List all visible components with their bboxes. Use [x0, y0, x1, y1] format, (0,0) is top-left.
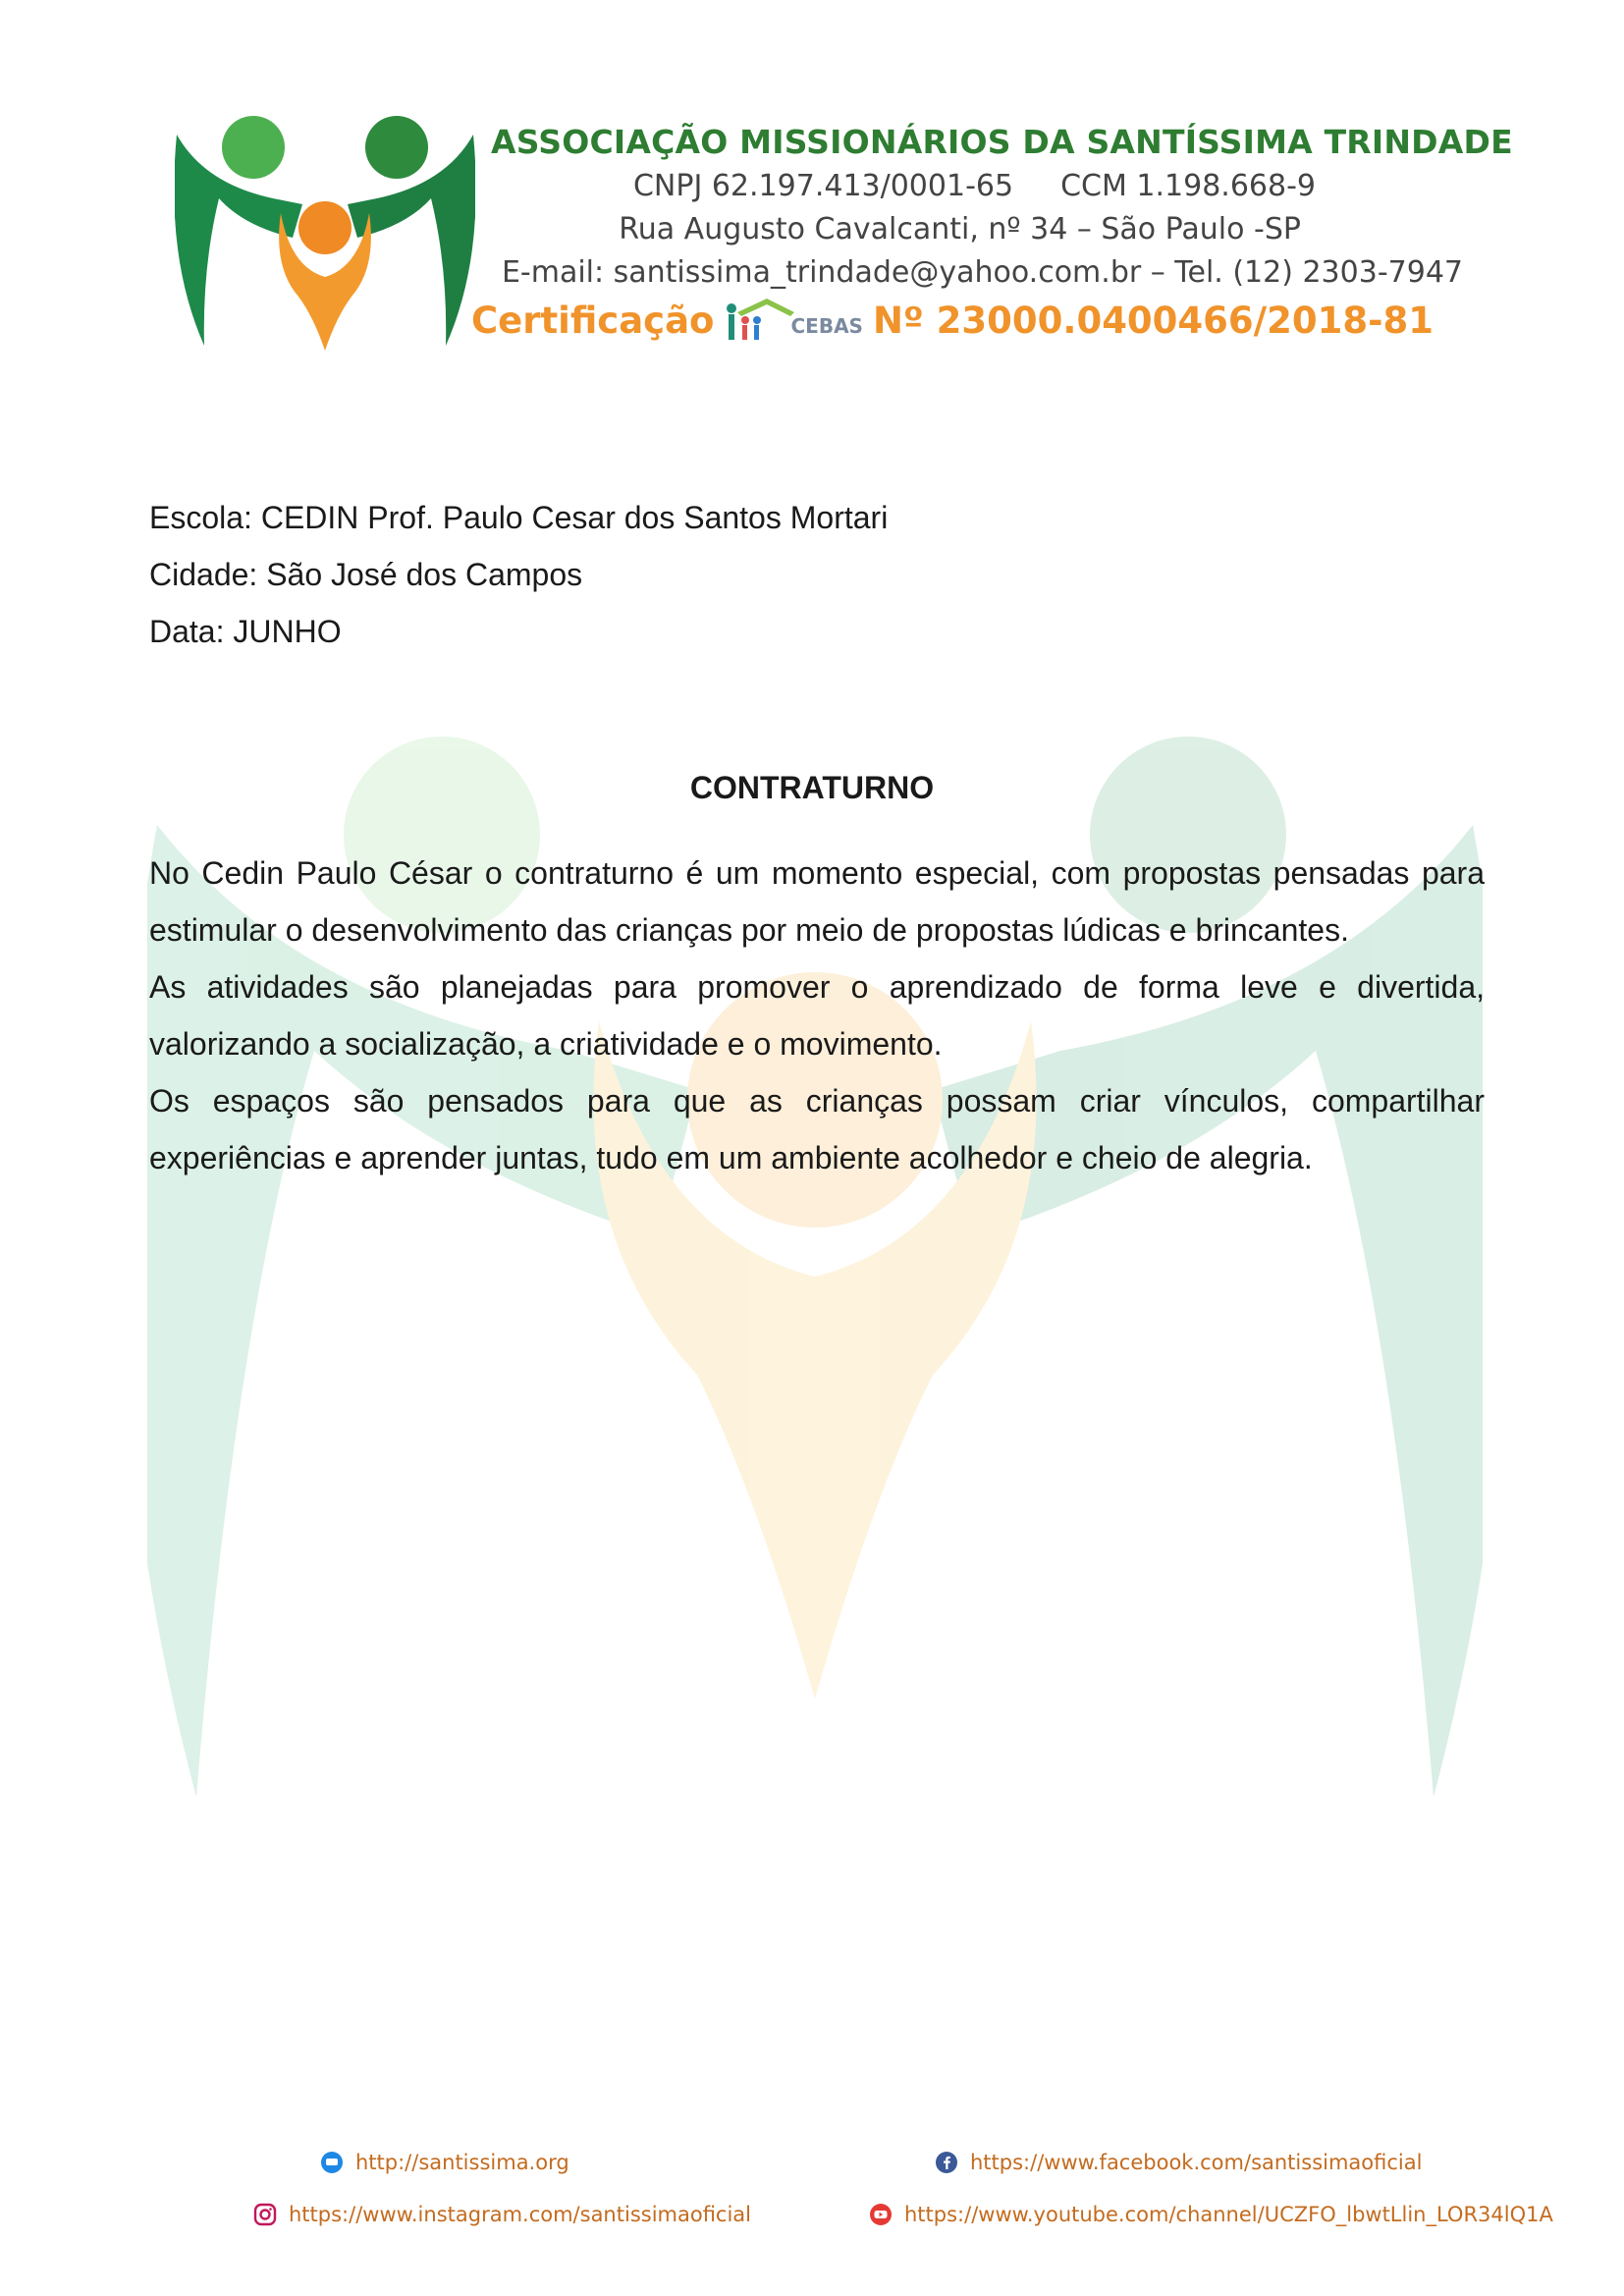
school-line: Escola: CEDIN Prof. Paulo Cesar dos Santos Mortari	[149, 500, 889, 535]
body-text	[149, 845, 1485, 1186]
certification-number: Nº 23000.0400466/2018-81	[872, 299, 1434, 342]
contact-line: E-mail: santissima_trindade@yahoo.com.br – Tel. (12) 2303-7947	[501, 255, 1463, 290]
youtube-icon	[869, 2203, 893, 2226]
cebas-icon	[724, 299, 794, 342]
city-line: Cidade: São José dos Campos	[149, 557, 583, 592]
paragraph: As atividades são planejadas para promover o aprendizado de forma leve e divertida, valorizando a socialização, a criatividade e o movimento.	[149, 969, 1485, 1062]
instagram-url: https://www.instagram.com/santissimaoficial	[289, 2203, 752, 2226]
cnpj-number: CNPJ 62.197.413/0001-65	[632, 169, 1014, 203]
ccm-number: CCM 1.198.668-9	[1060, 169, 1316, 203]
globe-chat-icon	[320, 2151, 344, 2174]
instagram-icon	[253, 2203, 277, 2226]
association-logo	[175, 110, 475, 357]
paragraph: Os espaços são pensados para que as crianças possam criar vínculos, compartilhar experiências e aprender juntas, tudo em um ambiente acolhedor e cheio de alegria.	[149, 1083, 1485, 1175]
paragraph: No Cedin Paulo César o contraturno é um momento especial, com propostas pensadas para estimular o desenvolvimento das crianças por meio de propostas lúdicas e brincantes.	[149, 855, 1485, 948]
school-info	[149, 489, 888, 660]
footer-youtube-link[interactable]	[869, 2203, 1553, 2226]
youtube-url: https://www.youtube.com/channel/UCZFO_lbwtLlin_LOR34lQ1A	[904, 2203, 1553, 2226]
cebas-logo	[724, 299, 862, 342]
website-url: http://santissima.org	[355, 2151, 569, 2174]
footer-website-link[interactable]	[320, 2151, 569, 2174]
footer-facebook-link[interactable]	[935, 2151, 1422, 2174]
footer-instagram-link[interactable]	[253, 2203, 751, 2226]
certification-label: Certificação	[470, 299, 715, 342]
document-title: CONTRATURNO	[689, 770, 935, 805]
facebook-url: https://www.facebook.com/santissimaoficial	[970, 2151, 1423, 2174]
facebook-icon	[935, 2151, 958, 2174]
letterhead	[470, 120, 1513, 342]
date-line: Data: JUNHO	[149, 614, 342, 649]
address-line: Rua Augusto Cavalcanti, nº 34 – São Paulo -SP	[619, 212, 1301, 246]
organization-name: ASSOCIAÇÃO MISSIONÁRIOS DA SANTÍSSIMA TRINDADE	[491, 123, 1513, 161]
certification-line	[470, 299, 1463, 342]
registration-line	[491, 165, 1463, 208]
cebas-label: CEBAS	[790, 314, 863, 338]
